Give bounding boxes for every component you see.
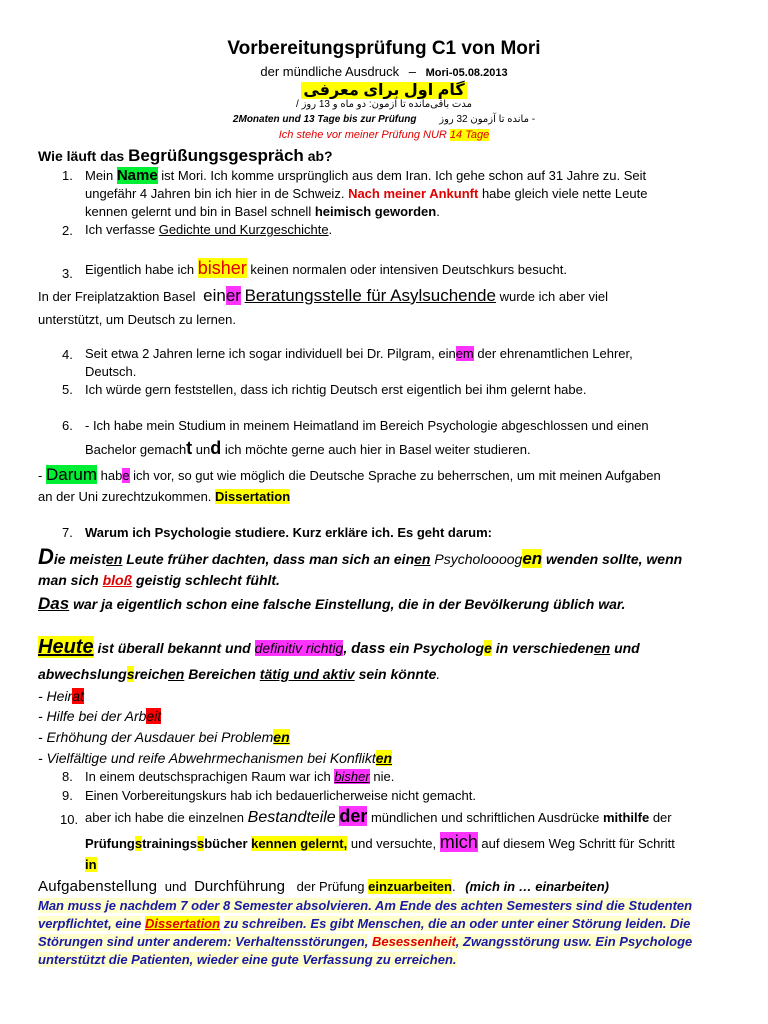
remaining-prefix: Ich stehe vor meiner Prüfung NUR [278, 129, 447, 141]
bestandteile-word: Bestandteile [247, 809, 336, 826]
text: sein könnte [358, 666, 437, 682]
e-highlight: e [122, 468, 130, 483]
text: un [195, 442, 211, 457]
persian-line-1: مدت باقی‌مانده تا آزمون: دو ماه و 13 روز / [296, 99, 472, 110]
text: - Hilfe bei der Arb [38, 708, 147, 724]
text: reich [134, 666, 168, 682]
text: der [652, 810, 672, 825]
dissertation-highlight: Dissertation [215, 489, 291, 504]
name-highlight: Name [116, 167, 158, 184]
beratungsstelle-phrase: Beratungsstelle für Asylsuchende [244, 286, 496, 305]
en-underline: en [167, 666, 185, 682]
t-emphasis: t [186, 438, 193, 458]
psych-line-2 [38, 572, 280, 588]
en-underline: en [106, 551, 123, 567]
drop-d: D [38, 544, 54, 569]
bullet-arbeit [38, 708, 161, 724]
en-highlight: en [375, 750, 393, 766]
text: Mein [85, 168, 114, 183]
item-1-line-3 [85, 204, 440, 219]
text: kennen gelernt und bin in Basel schnell [85, 204, 312, 219]
text: In der Freiplatzaktion Basel [38, 289, 196, 304]
text: . [436, 204, 440, 219]
text: ie meist [53, 551, 107, 567]
text: Bachelor gemach [85, 442, 187, 457]
item-number-5: 5. [62, 382, 73, 397]
ankunft-phrase: Nach meiner Ankunft [348, 186, 479, 201]
das-word: Das [38, 594, 70, 613]
text: - Vielfältige und reife Abwehrmechanismen bei Konflikt [38, 750, 376, 766]
item-number-6: 6. [62, 418, 73, 433]
dissertation-highlight: Dissertation [144, 916, 221, 931]
text: ich möchte gerne auch hier in Basel weiter studieren. [224, 442, 531, 457]
text: - [38, 468, 43, 483]
s-highlight: s [196, 836, 205, 851]
text: auf diesem Weg Schritt für Schritt [481, 836, 675, 851]
item-5: Ich würde gern feststellen, dass ich richtig Deutsch erst eigentlich bei ihm gelernt habe. [85, 382, 587, 397]
text: und [164, 879, 187, 894]
subtitle-dash: – [408, 64, 417, 79]
paragraph-6-line-1 [38, 465, 661, 485]
paragraph-3-line-2: unterstützt, um Deutsch zu lernen. [38, 312, 236, 327]
text: Seit etwa 2 Jahren lerne ich sogar individuell bei Dr. Pilgram, ein [85, 346, 456, 361]
text: . [451, 879, 456, 894]
blue-line-3 [38, 933, 738, 951]
blue-line-2 [38, 915, 738, 933]
item-9: Einen Vorbereitungskurs hab ich bedauerlicherweise nicht gemacht. [85, 788, 476, 803]
text: ein [203, 286, 226, 305]
item-6-line-1: - Ich habe mein Studium in meinem Heimatland im Bereich Psychologie abgeschlossen und einen [85, 418, 649, 433]
text: der ehrenamtlichen Lehrer, [477, 346, 633, 361]
text: , [343, 640, 348, 656]
der-highlight: der [339, 806, 368, 826]
text: mündlichen und schriftlichen Ausdrücke [370, 810, 600, 825]
en-highlight: en [273, 729, 290, 745]
e-highlight: e [484, 640, 492, 656]
question-prefix: Wie läuft das [38, 148, 125, 164]
darum-highlight: Darum [45, 465, 97, 484]
text: keinen normalen oder intensiven Deutschkurs besucht. [250, 262, 567, 277]
text: ein Psycholog [389, 640, 485, 656]
item-number-4: 4. [62, 347, 73, 362]
mithilfe-word: mithilfe [602, 810, 650, 825]
text: Bereichen [188, 666, 256, 682]
subtitle-line [0, 64, 768, 79]
question-keyword: Begrüßungsgespräch [128, 146, 304, 165]
paragraph-3-line-1 [38, 286, 608, 306]
definitiv-highlight: definitiv richtig [254, 640, 344, 656]
psych-line-4 [38, 636, 640, 659]
item-10-line-1 [85, 806, 672, 827]
eit-highlight: eit [146, 708, 162, 724]
text: bücher [204, 836, 248, 851]
countdown-de: 2Monaten und 13 Tage bis zur Prüfung [232, 114, 417, 125]
text: man sich [38, 572, 99, 588]
closing-paragraph [38, 897, 738, 969]
countdown-line [0, 114, 768, 125]
text: war ja eigentlich schon eine falsche Einstellung, die in der Bevölkerung üblich war. [73, 596, 626, 612]
bullet-abwehr [38, 750, 392, 766]
text: Ich verfasse [85, 222, 156, 237]
item-number-8: 8. [62, 769, 73, 784]
text: zu schreiben. Es gibt Menschen, die an oder unter einer Störung leiden. Die [223, 916, 691, 931]
text: aber ich habe die einzelnen [85, 810, 245, 825]
in-highlight: in [85, 857, 97, 872]
item-4-line-2: Deutsch. [85, 364, 137, 379]
text: ich vor, so gut wie möglich die Deutsche Sprache zu beherrschen, um mit meinen Aufgaben [133, 468, 661, 483]
closing-line [38, 878, 609, 895]
besessenheit-word: Besessenheit [371, 934, 456, 949]
item-10-line-3 [85, 857, 97, 872]
em-highlight: em [455, 346, 474, 361]
text: Durchführung [194, 878, 285, 895]
item-10-line-2 [85, 832, 675, 853]
text: hab [100, 468, 123, 483]
persian-title-row [0, 80, 768, 100]
item-number-1: 1. [62, 168, 73, 183]
text: dass [351, 640, 386, 657]
text: ist Mori. Ich komme ursprünglich aus dem Iran. Ich gehe schon auf 31 Jahre zu. Seit [161, 168, 647, 183]
item-7: Warum ich Psychologie studiere. Kurz erkläre ich. Es geht darum: [85, 525, 492, 540]
date: Mori-05.08.2013 [425, 67, 508, 79]
psych-line-3 [38, 594, 625, 614]
persian-title: گام اول برای معرفی [303, 82, 465, 99]
remaining-days: 14 Tage [449, 129, 490, 141]
kennen-gelernt-highlight: kennen gelernt, [251, 836, 348, 851]
er-highlight: er [225, 286, 241, 305]
text: habe gleich viele nette Leute [481, 186, 648, 201]
item-4-line-1 [85, 346, 633, 361]
item-number-7: 7. [62, 525, 73, 540]
item-number-3: 3. [62, 266, 73, 281]
item-number-2: 2. [62, 223, 73, 238]
text: . [436, 666, 441, 682]
bullet-ausdauer [38, 729, 290, 745]
en-highlight: en [522, 549, 543, 568]
at-highlight: at [72, 688, 84, 704]
text: ist überall bekannt und [97, 640, 251, 656]
text: Störungen sind unter anderem: Verhaltensstörungen, [38, 934, 369, 949]
text: In einem deutschsprachigen Raum war ich [85, 769, 331, 784]
item-8 [85, 769, 394, 784]
bisher-highlight: bisher [197, 258, 247, 278]
text: , Zwangsstörung usw. Ein Psychologe [455, 934, 693, 949]
text: - Heir [38, 688, 73, 704]
subtitle: der mündliche Ausdruck [260, 64, 400, 79]
text: Aufgabenstellung [38, 878, 158, 895]
text: Leute früher dachten, dass man sich an ein [126, 551, 415, 567]
remaining-line [0, 129, 768, 141]
text: der Prüfung [296, 879, 365, 894]
text: verpflichtet, eine [38, 916, 142, 931]
text: Psycholoooog [434, 551, 523, 567]
s-highlight: s [126, 666, 135, 682]
gedichte-phrase: Gedichte und Kurzgeschichte [158, 222, 329, 237]
text: geistig schlecht fühlt. [136, 572, 280, 588]
question-suffix: ab? [307, 148, 333, 164]
item-1-line-1 [85, 167, 646, 184]
document-title: Vorbereitungsprüfung C1 von Mori [227, 38, 541, 59]
text: unterstützt die Patienten, wieder eine gute Verfassung zu erreichen. [38, 952, 457, 967]
text: abwechslung [38, 666, 127, 682]
bisher-highlight: bisher [334, 769, 370, 784]
einzuarbeiten-highlight: einzuarbeiten [368, 879, 452, 894]
taetig-phrase: tätig und aktiv [259, 666, 355, 682]
item-number-9: 9. [62, 788, 73, 803]
text: in verschieden [495, 640, 594, 656]
heimisch-phrase: heimisch geworden [314, 204, 437, 219]
d-emphasis: d [210, 438, 222, 458]
bullet-heirat [38, 688, 84, 704]
en-underline: en [593, 640, 611, 656]
en-underline: en [414, 551, 431, 567]
note-einarbeiten: (mich in … einarbeiten) [465, 879, 609, 894]
text: - Erhöhung der Ausdauer bei Problem [38, 729, 274, 745]
text: und [614, 640, 640, 656]
bloss-word: bloß [102, 572, 133, 588]
blue-line-4 [38, 951, 738, 969]
heute-highlight: Heute [38, 636, 94, 658]
text: Man muss je nachdem 7 oder 8 Semester absolvieren. Am Ende des achten Semesters sind die Studenten [38, 898, 693, 913]
text: Prüfung [85, 836, 135, 851]
text: Eigentlich habe ich [85, 262, 195, 277]
s-highlight: s [134, 836, 143, 851]
paragraph-6-line-2 [38, 489, 290, 504]
psych-line-1 [38, 544, 682, 570]
section-question [38, 146, 333, 166]
item-number-10: 10. [60, 812, 79, 827]
text: . [328, 222, 333, 237]
countdown-fa: مانده تا آزمون 32 روز - [439, 114, 536, 125]
text: nie. [373, 769, 395, 784]
psych-line-5 [38, 666, 440, 682]
text: wurde ich aber viel [499, 289, 608, 304]
item-2 [85, 222, 332, 237]
item-6-line-2 [85, 438, 531, 459]
item-1-line-2 [85, 186, 647, 201]
text: wenden sollte, wenn [546, 551, 683, 567]
text: an der Uni zurechtzukommen. [38, 489, 212, 504]
blue-line-1 [38, 897, 738, 915]
text: und versuchte, [350, 836, 437, 851]
item-3 [85, 258, 567, 279]
text: ungefähr 4 Jahren bin ich hier in de Schweiz. [85, 186, 345, 201]
text: trainings [142, 836, 197, 851]
mich-highlight: mich [439, 832, 478, 852]
